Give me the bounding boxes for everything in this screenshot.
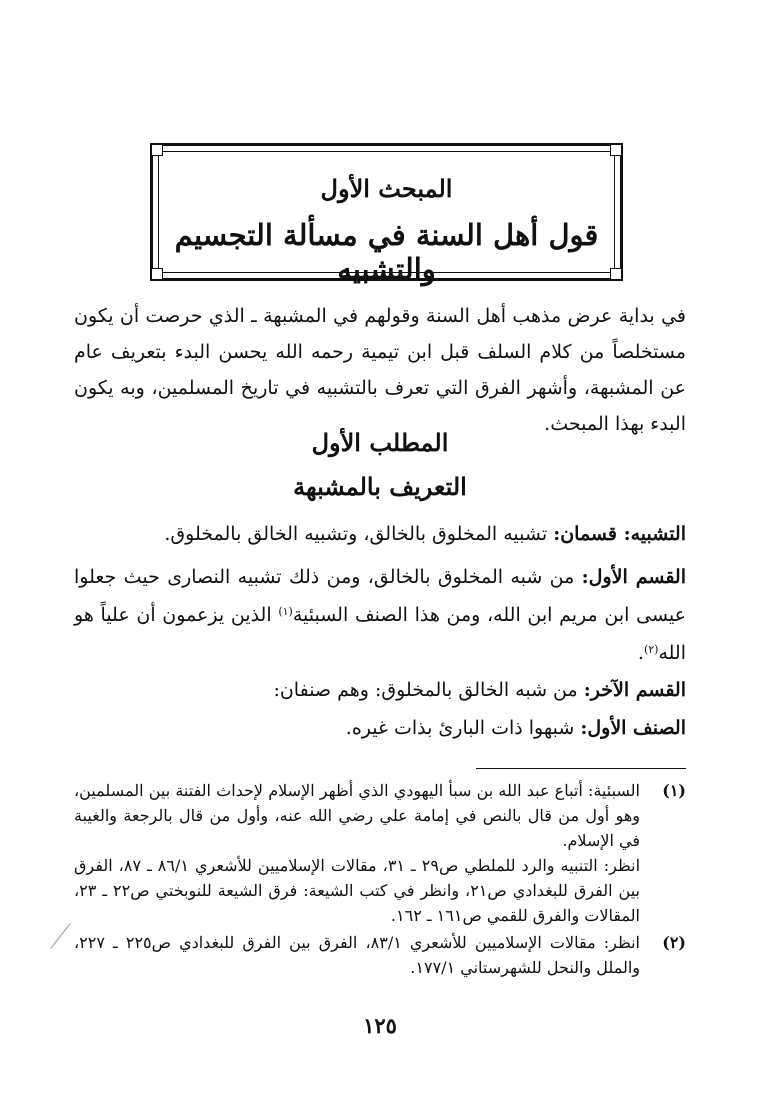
type-one-paragraph [74, 710, 686, 746]
definition-heading: التعريف بالمشبهة [293, 472, 467, 501]
footnote-number: (٢) [662, 933, 686, 952]
section-title-frame [150, 143, 623, 286]
footnote-separator [476, 768, 686, 769]
section-title: قول أهل السنة في مسألة التجسيم والتشبيه [174, 218, 599, 286]
part-one-text-a: من شبه المخلوق بالخالق، ومن ذلك تشبيه النصارى حيث جعلوا عيسى ابن مريم ابن الله، ومن هذا الصنف السبئية [74, 566, 686, 626]
footnote-1 [74, 778, 686, 928]
footnotes [74, 778, 686, 982]
footnote-ref-1[interactable]: (١) [278, 605, 293, 618]
part-two-text: من شبه الخالق بالمخلوق: وهم صنفان: [273, 679, 584, 701]
footnote-line: انظر: مقالات الإسلاميين للأشعري ٨٣/١، الفرق بين الفرق للبغدادي ص٢٢٥ ـ ٢٢٧، والملل والنحل للشهرستاني ١٧٧/١. [74, 933, 640, 977]
part-one-text-b: الذين يزعمون أن علياً هو الله [74, 604, 686, 664]
footnote-number: (١) [662, 781, 686, 800]
footnote-line: انظر: التنبيه والرد للملطي ص٢٩ ـ ٣١، مقالات الإسلاميين للأشعري ٨٦/١ ـ ٨٧، الفرق بين الفرق للبغدادي ص٢١، وانظر في كتب الشيعة: فرق الشيعة للنوبختي ص٢٢ ـ ٢٣، المقالات والفرق للقمي ص١٦١ ـ ١٦٢. [74, 856, 641, 925]
scan-artifact-mark [50, 923, 70, 949]
matlab-heading: المطلب الأول [311, 428, 449, 457]
frame-corner-ornament [610, 144, 622, 156]
footnote-line: السبئية: أتباع عبد الله بن سبأ اليهودي الذي أظهر الإسلام لإحداث الفتنة بين المسلمين، وهو أول من قال بالنص في إمامة علي رضي الله عنه، وأول من قال بالرجعة والغيبة في الإسلام. [74, 781, 640, 850]
part-one-text-c: . [637, 642, 644, 664]
definition-label: التشبيه: قسمان: [553, 523, 686, 545]
part-two-label: القسم الآخر: [583, 679, 686, 701]
definition-text: تشبيه المخلوق بالخالق، وتشبيه الخالق بالمخلوق. [164, 523, 554, 545]
type-one-text: شبهوا ذات البارئ بذات غيره. [345, 717, 581, 739]
definition-paragraph [74, 516, 686, 552]
frame-corner-ornament [151, 144, 163, 156]
part-two-paragraph [74, 672, 686, 708]
type-one-label: الصنف الأول: [580, 717, 686, 739]
intro-paragraph: في بداية عرض مذهب أهل السنة وقولهم في المشبهة ـ الذي حرصت أن يكون مستخلصاً من كلام السلف قبل ابن تيمية رحمه الله يحسن البدء بتعريف عام عن المشبهة، وأشهر الفرق التي تعرف بالتشبيه في تاريخ المسلمين، وبه يكون البدء بهذا المبحث. [74, 305, 686, 435]
section-kicker: المبحث الأول [320, 174, 453, 203]
part-one-paragraph [74, 558, 686, 672]
footnote-ref-2[interactable]: (٢) [643, 643, 659, 656]
footnote-2 [74, 930, 686, 980]
page-number: ١٢٥ [363, 1013, 397, 1038]
part-one-label: القسم الأول: [581, 566, 686, 588]
